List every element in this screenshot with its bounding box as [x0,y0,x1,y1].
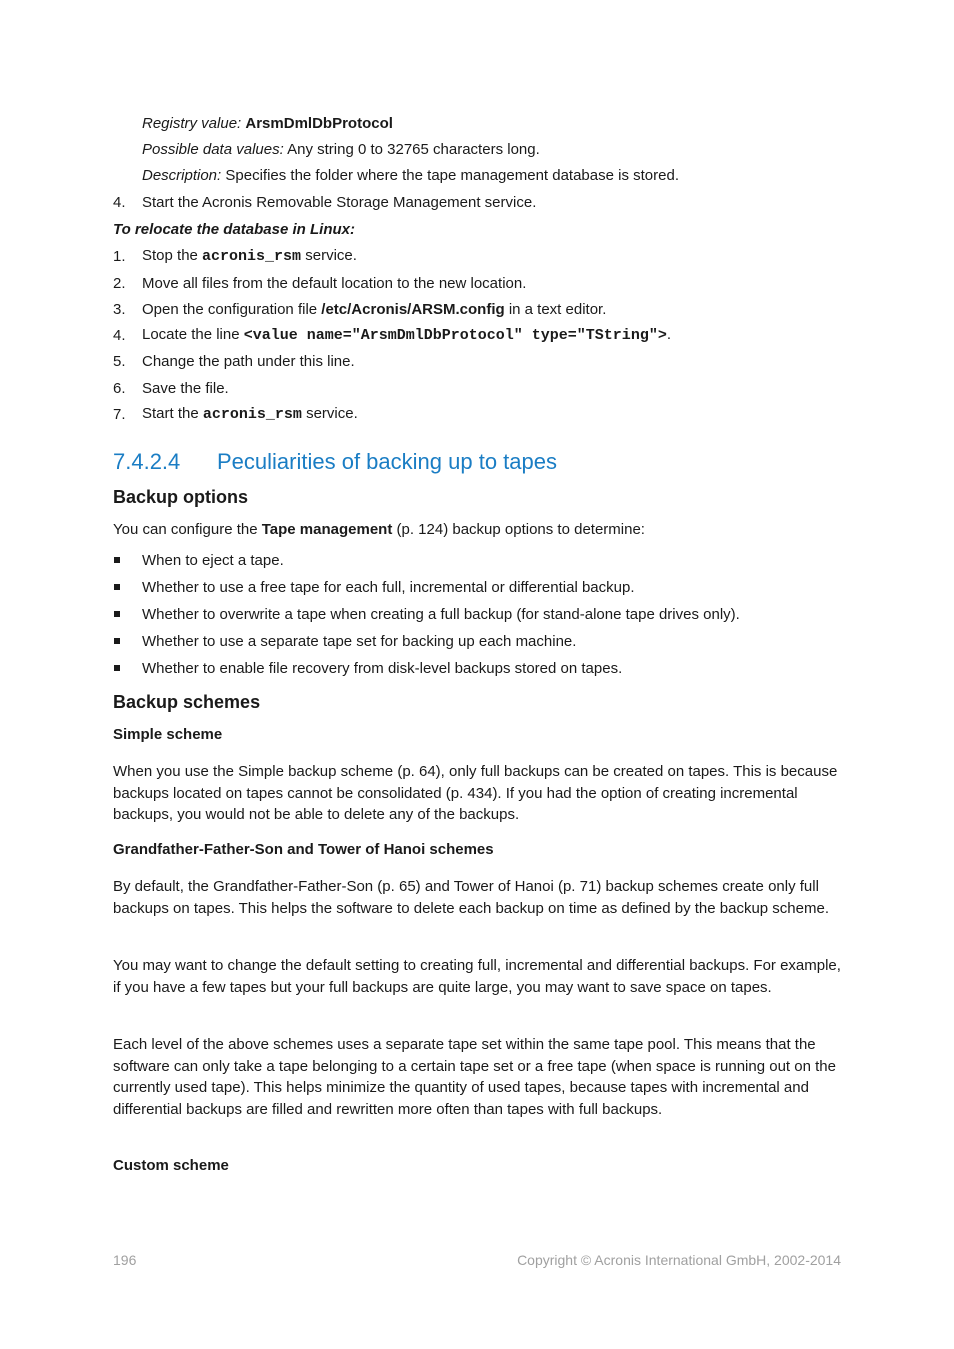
registry-data-label: Possible data values: [142,141,284,158]
gfs-paragraph-1: By default, the Grandfather-Father-Son (p. 65) and Tower of Hanoi (p. 71) backup schemes create only full backups on tapes. This helps the software to delete each backup on time as defined by the backup scheme. [113,878,830,917]
step-text-pre: Stop the [142,247,203,264]
linux-step-1 [142,247,357,265]
file-path: /etc/Acronis/ARSM.config [321,301,505,318]
registry-value: ArsmDmlDbProtocol [245,115,393,132]
list-item: When to eject a tape. [142,552,284,569]
step-text: Start the Acronis Removable Storage Management service. [142,194,537,211]
list-item: Whether to enable file recovery from disk-level backups stored on tapes. [142,660,623,677]
linux-step-7 [142,405,358,423]
linux-step-5: Change the path under this line. [142,353,355,370]
registry-desc-line [142,167,679,184]
step-text-pre: Start the [142,405,203,422]
tape-management-link[interactable]: Tape management [261,521,393,538]
step-text-post: . [666,326,671,343]
code-text: <value name="ArsmDmlDbProtocol" type="TString"> [243,327,667,344]
step-number: 5. [113,353,126,370]
section-heading [113,449,557,475]
step-number: 1. [113,248,126,265]
registry-value-label: Registry value: [142,115,242,132]
bullet-square [114,584,120,590]
step-number: 2. [113,275,126,292]
backup-options-heading: Backup options [113,487,249,507]
step-text-post: service. [301,405,358,422]
step-text-post: in a text editor. [504,301,607,318]
linux-procedure-heading: To relocate the database in Linux: [113,221,355,238]
gfs-heading: Grandfather-Father-Son and Tower of Hanoi schemes [113,841,494,858]
section-number: 7.4.2.4 [113,449,181,474]
custom-scheme-heading: Custom scheme [113,1157,229,1174]
code-text: acronis_rsm [202,406,302,423]
step-text-post: service. [301,247,357,264]
linux-step-3 [142,301,606,318]
step-text-pre: Open the configuration file [142,301,322,318]
list-item: Whether to use a free tape for each full, incremental or differential backup. [142,579,635,596]
registry-data-line [142,141,540,158]
step-number: 4. [113,194,126,211]
page-number: 196 [113,1252,137,1268]
registry-desc: Specifies the folder where the tape management database is stored. [225,167,679,184]
bullet-square [114,638,120,644]
gfs-paragraph-3: Each level of the above schemes uses a separate tape set within the same tape pool. This means that the software can only take a tape belonging to a certain tape set or a free tape (when space is running out on the currently used tape). This helps minimize the quantity of used tapes, because tapes with incremental and differential backups are filled and rewritten more often than tapes with full backups. [113,1036,836,1118]
registry-value-line [142,115,393,132]
section-title: Peculiarities of backing up to tapes [217,449,557,474]
intro-text-post: (p. 124) backup options to determine: [392,521,645,538]
simple-scheme-paragraph: When you use the Simple backup scheme (p. 64), only full backups can be created on tapes. This is because backups located on tapes cannot be consolidated (p. 434). If you had the option of creating incremental backups, you would not be able to delete any of the backups. [113,763,838,824]
registry-data: Any string 0 to 32765 characters long. [287,141,540,158]
copyright-notice: Copyright © Acronis International GmbH, 2002-2014 [517,1252,841,1268]
gfs-paragraph-2: You may want to change the default setting to creating full, incremental and differential backups. For example, if you have a few tapes but your full backups are quite large, you may want to save space on tapes. [113,957,841,996]
backup-options-intro [113,521,645,538]
step-number: 7. [113,406,126,423]
list-item: Whether to overwrite a tape when creating a full backup (for stand-alone tape drives only). [142,606,740,623]
simple-scheme-heading: Simple scheme [113,726,223,743]
bullet-square [114,557,120,563]
registry-desc-label: Description: [142,167,222,184]
code-text: acronis_rsm [202,248,302,265]
list-item: Whether to use a separate tape set for backing up each machine. [142,633,577,650]
step-number: 4. [113,327,126,344]
step-number: 6. [113,380,126,397]
linux-step-2: Move all files from the default location to the new location. [142,275,527,292]
linux-step-6: Save the file. [142,380,229,397]
linux-step-4 [142,326,671,344]
intro-text-pre: You can configure the [113,521,262,538]
backup-schemes-heading: Backup schemes [113,692,261,712]
step-text-pre: Locate the line [142,326,244,343]
bullet-square [114,665,120,671]
step-number: 3. [113,301,126,318]
bullet-square [114,611,120,617]
